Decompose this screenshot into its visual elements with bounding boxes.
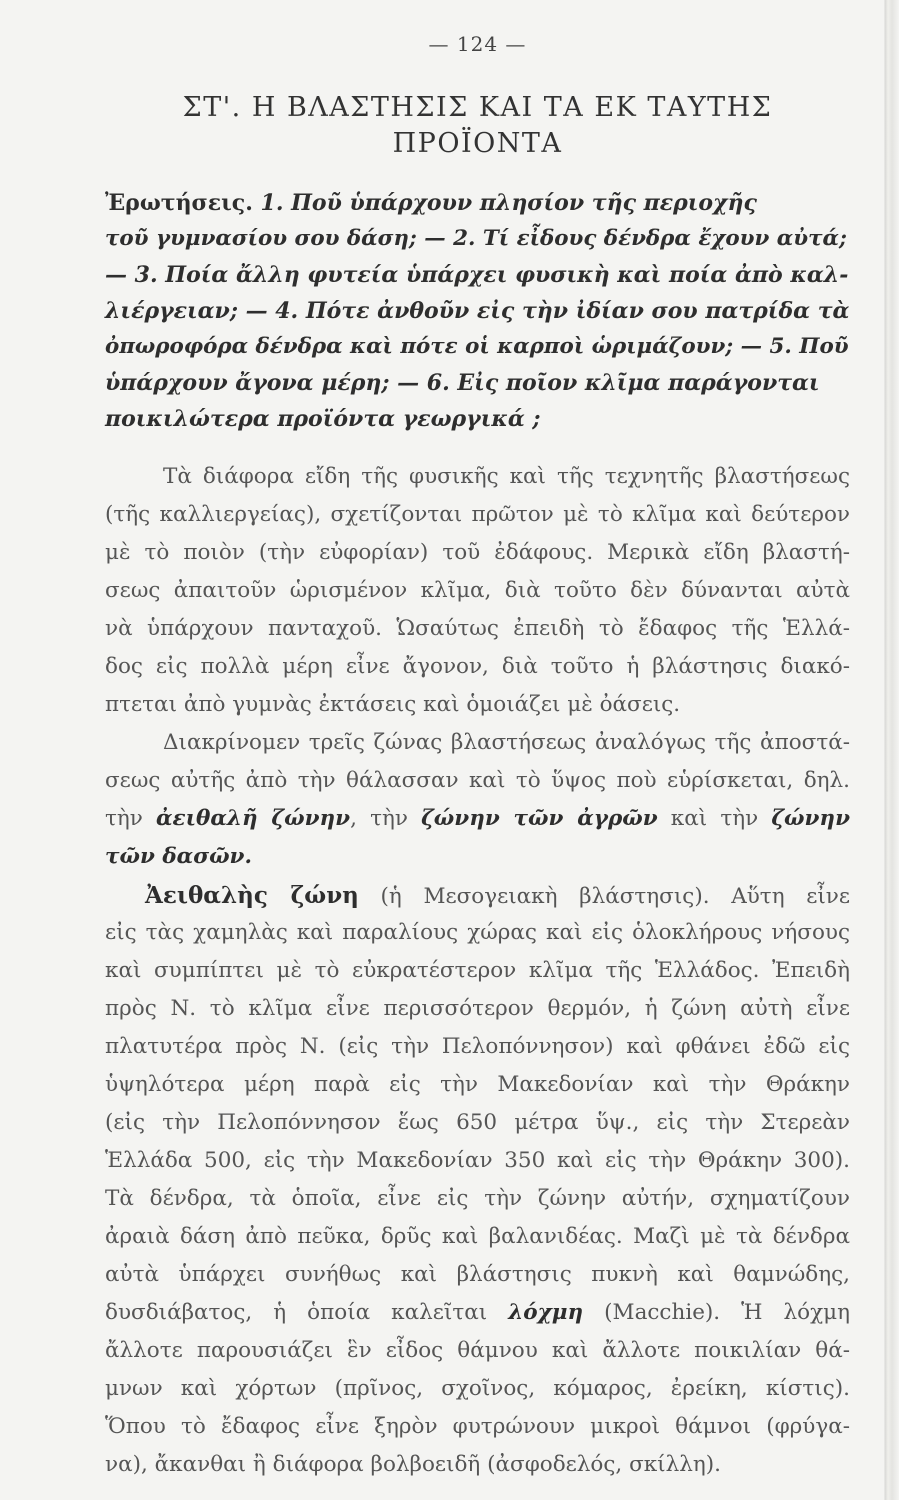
- question-line: ὀπωροφόρα δένδρα καὶ πότε οἱ καρποὶ ὡριμάζουν; — 5. Ποῦ: [105, 334, 849, 359]
- text-span: (ἡ Μεσογειακὴ βλάστησις). Αὕτη εἶνε: [358, 884, 851, 909]
- question-line: ποικιλώτερα προϊόντα γεωργικά ;: [105, 406, 541, 432]
- term-lochmi: λόχμη: [508, 1300, 584, 1325]
- text-line: πτεται ἀπὸ γυμνὰς ἐκτάσεις καὶ ὁμοιάζει μὲ ὀάσεις.: [105, 692, 681, 717]
- section-heading-evergreen-zone: Ἀειθαλὴς ζώνη: [145, 882, 359, 909]
- question-line: — 3. Ποία ἄλλη φυτεία ὑπάρχει φυσικὴ καὶ ποία ἀπὸ καλ-: [105, 262, 849, 288]
- text-line: καὶ συμπίπτει μὲ τὸ εὐκρατέστερον κλῖμα τῆς Ἑλλάδος. Ἐπειδὴ: [105, 958, 850, 983]
- text-line: πλατυτέρα πρὸς Ν. (εἰς τὴν Πελοπόννησον) καὶ φθάνει ἐδῶ εἰς: [105, 1034, 850, 1059]
- question-line: τοῦ γυμνασίου σου δάση; — 2. Τί εἶδους δένδρα ἔχουν αὐτά;: [105, 226, 847, 251]
- text-line: νὰ ὑπάρχουν πανταχοῦ. Ὡσαύτως ἐπειδὴ τὸ ἔδαφος τῆς Ἑλλά-: [105, 616, 850, 641]
- text-span: τὴν: [105, 806, 156, 831]
- page-edge: [879, 0, 899, 1500]
- text-line: ἄλλοτε παρουσιάζει ἓν εἶδος θάμνου καὶ ἄλλοτε ποικιλίαν θά-: [105, 1338, 850, 1363]
- text-line: σεως αὐτῆς ἀπὸ τὴν θάλασσαν καὶ τὸ ὕψος ποὺ εὑρίσκεται, δηλ.: [105, 768, 850, 793]
- text-line: να), ἄκανθαι ἢ διάφορα βολβοειδῆ (ἀσφοδελός, σκίλλη).: [105, 1452, 721, 1477]
- chapter-title-line-2: ΠΡΟΪΟΝΤΑ: [392, 128, 563, 159]
- text-line: [105, 1300, 850, 1332]
- text-line: πρὸς Ν. τὸ κλῖμα εἶνε περισσότερον θερμόν, ἡ ζώνη αὐτὴ εἶνε: [105, 996, 850, 1021]
- text-line: [105, 806, 850, 838]
- text-line: Τὰ δένδρα, τὰ ὁποῖα, εἶνε εἰς τὴν ζώνην αὐτήν, σχηματίζουν: [105, 1186, 850, 1211]
- text-line: Τὰ διάφορα εἴδη τῆς φυσικῆς καὶ τῆς τεχνητῆς βλαστήσεως: [163, 464, 850, 489]
- term-forest-zone: τῶν δασῶν.: [105, 844, 252, 869]
- term-zone: ζώνην: [771, 806, 850, 831]
- text-span: καὶ τὴν: [657, 806, 772, 831]
- question-line: [105, 190, 850, 216]
- question-text: 1. Ποῦ ὑπάρχουν πλησίον τῆς περιοχῆς: [252, 190, 757, 216]
- questions-label: Ἐρωτήσεις.: [105, 190, 253, 216]
- text-line: σεως ἀπαιτοῦν ὡρισμένον κλῖμα, διὰ τοῦτο δὲν δύνανται αὐτὰ: [105, 578, 850, 603]
- chapter-title-line-1: ΣΤ'. Η ΒΛΑΣΤΗΣΙΣ ΚΑΙ ΤΑ ΕΚ ΤΑΥΤΗΣ: [182, 92, 773, 123]
- question-line: λιέργειαν; — 4. Πότε ἀνθοῦν εἰς τὴν ἰδίαν σου πατρίδα τὰ: [105, 298, 850, 324]
- page-number: — 124 —: [428, 32, 527, 56]
- text-line: Διακρίνομεν τρεῖς ζώνας βλαστήσεως ἀναλόγως τῆς ἀποστά-: [163, 730, 850, 755]
- text-line: (τῆς καλλιεργείας), σχετίζονται πρῶτον μὲ τὸ κλῖμα καὶ δεύτερον: [105, 502, 850, 527]
- text-line: δος εἰς πολλὰ μέρη εἶνε ἄγονον, διὰ τοῦτο ἡ βλάστησις διακό-: [105, 654, 850, 679]
- text-line: Ἑλλάδα 500, εἰς τὴν Μακεδονίαν 350 καὶ εἰς τὴν Θράκην 300).: [105, 1148, 850, 1173]
- text-line: Ὅπου τὸ ἔδαφος εἶνε ξηρὸν φυτρώνουν μικροὶ θάμνοι (φρύγα-: [105, 1414, 850, 1439]
- text-line: (εἰς τὴν Πελοπόννησον ἕως 650 μέτρα ὕψ., εἰς τὴν Στερεὰν: [105, 1110, 850, 1135]
- question-line: ὑπάρχουν ἄγονα μέρη; — 6. Εἰς ποῖον κλῖμα παράγονται: [105, 370, 820, 396]
- term-evergreen-zone: ἀειθαλῆ ζώνην: [156, 806, 351, 831]
- text-span: δυσδιάβατος, ἡ ὁποία καλεῖται: [105, 1300, 509, 1325]
- text-line: ὑψηλότερα μέρη παρὰ εἰς τὴν Μακεδονίαν καὶ τὴν Θράκην: [105, 1072, 850, 1097]
- text-line: ἀραιὰ δάση ἀπὸ πεῦκα, δρῦς καὶ βαλανιδέας. Μαζὶ μὲ τὰ δένδρα: [105, 1224, 850, 1249]
- text-line: αὐτὰ ὑπάρχει συνήθως καὶ βλάστησις πυκνὴ καὶ θαμνώδης,: [105, 1262, 850, 1287]
- text-span: (Macchie). Ἡ λόχμη: [583, 1300, 850, 1325]
- text-line: μνων καὶ χόρτων (πρῖνος, σχοῖνος, κόμαρος, ἐρείκη, κίστις).: [105, 1376, 850, 1401]
- term-field-zone: ζώνην τῶν ἀγρῶν: [421, 806, 658, 831]
- text-span: , τὴν: [350, 806, 422, 831]
- text-line: εἰς τὰς χαμηλὰς καὶ παραλίους χώρας καὶ εἰς ὁλοκλήρους νήσους: [105, 920, 850, 945]
- text-line: [145, 882, 850, 914]
- text-line: μὲ τὸ ποιὸν (τὴν εὐφορίαν) τοῦ ἐδάφους. Μερικὰ εἴδη βλαστή-: [105, 540, 850, 565]
